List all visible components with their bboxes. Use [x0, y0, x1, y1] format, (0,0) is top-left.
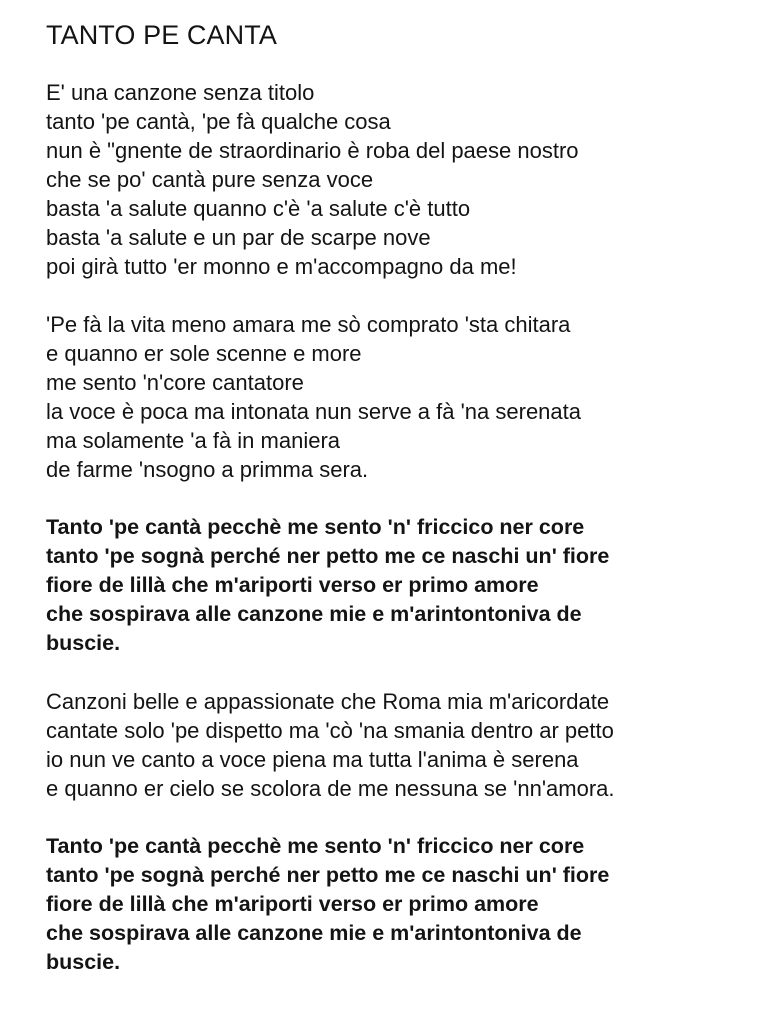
chorus-line: fiore de lillà che m'ariporti verso er primo amore — [46, 573, 539, 597]
chorus-line: che sospirava alle canzone mie e m'arintontoniva de — [46, 602, 582, 626]
lyric-line: basta 'a salute e un par de scarpe nove — [46, 225, 431, 250]
chorus-line: tanto 'pe sognà perché ner petto me ce naschi un' fiore — [46, 863, 610, 887]
lyrics-page — [46, 18, 756, 1006]
chorus-line: buscie. — [46, 950, 121, 974]
chorus-line: tanto 'pe sognà perché ner petto me ce naschi un' fiore — [46, 544, 610, 568]
lyric-line: e quanno er sole scenne e more — [46, 341, 362, 366]
lyric-line: me sento 'n'core cantatore — [46, 370, 304, 395]
chorus-line: fiore de lillà che m'ariporti verso er primo amore — [46, 892, 539, 916]
chorus-line: che sospirava alle canzone mie e m'arintontoniva de — [46, 921, 582, 945]
lyric-line: nun è "gnente de straordinario è roba del paese nostro — [46, 138, 579, 163]
verse-2 — [46, 310, 756, 484]
lyric-line: 'Pe fà la vita meno amara me sò comprato 'sta chitara — [46, 312, 571, 337]
lyric-line: Canzoni belle e appassionate che Roma mia m'aricordate — [46, 689, 610, 714]
lyric-line: de farme 'nsogno a primma sera. — [46, 457, 369, 482]
lyric-line: basta 'a salute quanno c'è 'a salute c'è tutto — [46, 196, 471, 221]
lyric-line: che se po' cantà pure senza voce — [46, 167, 374, 192]
song-title: TANTO PE CANTA — [46, 20, 277, 50]
lyric-line: poi girà tutto 'er monno e m'accompagno da me! — [46, 254, 517, 279]
lyric-line: la voce è poca ma intonata nun serve a fà 'na serenata — [46, 399, 581, 424]
lyric-line: e quanno er cielo se scolora de me nessuna se 'nn'amora. — [46, 776, 615, 801]
chorus-line: Tanto 'pe cantà pecchè me sento 'n' friccico ner core — [46, 834, 585, 858]
chorus-2 — [46, 832, 756, 977]
chorus-line: buscie. — [46, 631, 121, 655]
lyric-line: cantate solo 'pe dispetto ma 'cò 'na smania dentro ar petto — [46, 718, 614, 743]
lyric-line: io nun ve canto a voce piena ma tutta l'anima è serena — [46, 747, 579, 772]
chorus-1 — [46, 513, 756, 658]
lyric-line: ma solamente 'a fà in maniera — [46, 428, 341, 453]
verse-3 — [46, 687, 756, 803]
chorus-line: Tanto 'pe cantà pecchè me sento 'n' friccico ner core — [46, 515, 585, 539]
lyric-line: E' una canzone senza titolo — [46, 80, 315, 105]
verse-1 — [46, 78, 756, 281]
lyric-line: tanto 'pe cantà, 'pe fà qualche cosa — [46, 109, 391, 134]
